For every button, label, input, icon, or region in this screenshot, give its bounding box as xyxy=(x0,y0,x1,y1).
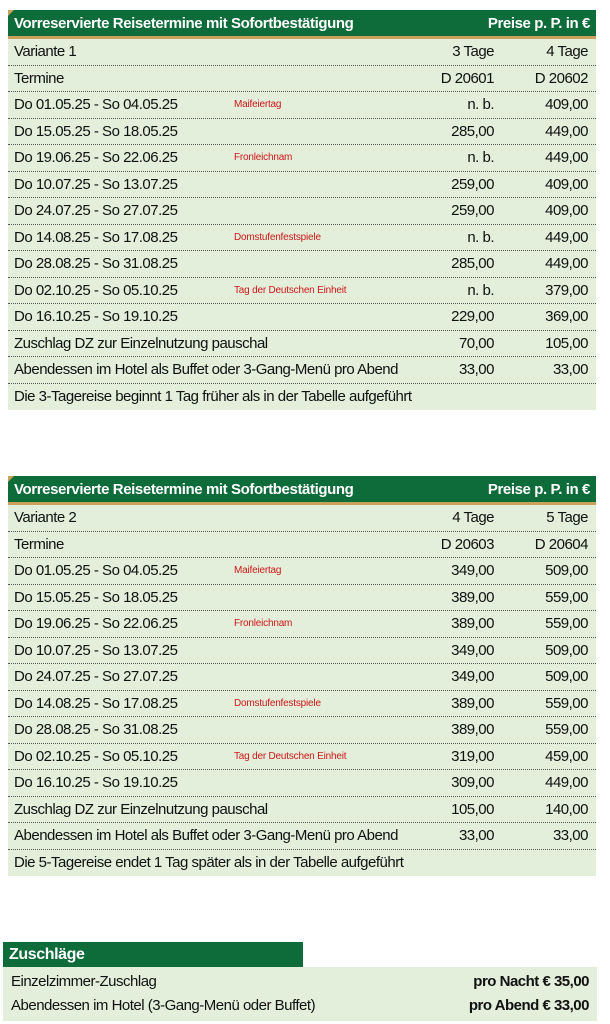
variant-label: Variante 1 xyxy=(14,43,77,61)
price-b: 559,00 xyxy=(545,615,588,633)
price-a: 309,00 xyxy=(451,774,494,792)
date-range: Do 24.07.25 - So 27.07.25 xyxy=(14,202,178,220)
date-range: Do 10.07.25 - So 13.07.25 xyxy=(14,641,178,659)
table-header-title: Vorreservierte Reisetermine mit Sofortbestätigung xyxy=(14,480,354,498)
date-note: Domstufenfestspiele xyxy=(234,697,321,709)
surcharge-value: pro Abend € 33,00 xyxy=(468,996,589,1014)
surcharge-row xyxy=(3,969,597,993)
surcharges-body xyxy=(3,967,597,1021)
price-b: 559,00 xyxy=(545,721,588,739)
price-table-variant-1 xyxy=(8,10,596,410)
surcharge-value: pro Nacht € 35,00 xyxy=(473,972,589,990)
extra-price-b: 105,00 xyxy=(545,334,588,352)
extra-price-b: 33,00 xyxy=(552,827,588,845)
surcharges-box xyxy=(3,942,597,1021)
date-row xyxy=(8,611,596,638)
price-b: 369,00 xyxy=(545,308,588,326)
date-row xyxy=(8,664,596,691)
price-a: 319,00 xyxy=(451,747,494,765)
date-row xyxy=(8,638,596,665)
surcharge-label: Einzelzimmer-Zuschlag xyxy=(11,972,157,990)
date-row xyxy=(8,119,596,146)
col-b-code: D 20602 xyxy=(534,69,588,87)
table-header xyxy=(8,476,596,505)
price-b: 509,00 xyxy=(545,562,588,580)
surcharges-title: Zuschläge xyxy=(3,942,303,967)
col-b-duration: 4 Tage xyxy=(546,43,588,61)
col-a-duration: 3 Tage xyxy=(452,43,494,61)
price-b: 449,00 xyxy=(545,122,588,140)
price-a: n. b. xyxy=(467,228,494,246)
footnote-row xyxy=(8,384,596,411)
price-a: n. b. xyxy=(467,281,494,299)
price-b: 379,00 xyxy=(545,281,588,299)
date-range: Do 02.10.25 - So 05.10.25 xyxy=(14,281,178,299)
date-row xyxy=(8,585,596,612)
extra-row xyxy=(8,823,596,850)
extra-label: Zuschlag DZ zur Einzelnutzung pauschal xyxy=(14,334,268,352)
price-a: 259,00 xyxy=(451,175,494,193)
price-a: 389,00 xyxy=(451,588,494,606)
extra-label: Abendessen im Hotel als Buffet oder 3-Gang-Menü pro Abend xyxy=(14,361,398,379)
price-a: 285,00 xyxy=(451,122,494,140)
date-note: Domstufenfestspiele xyxy=(234,231,321,243)
price-b: 509,00 xyxy=(545,641,588,659)
price-b: 449,00 xyxy=(545,149,588,167)
date-note: Fronleichnam xyxy=(234,152,293,164)
price-b: 559,00 xyxy=(545,694,588,712)
extra-price-b: 33,00 xyxy=(552,361,588,379)
date-row xyxy=(8,304,596,331)
price-b: 449,00 xyxy=(545,228,588,246)
date-range: Do 24.07.25 - So 27.07.25 xyxy=(14,668,178,686)
col-a-code: D 20601 xyxy=(440,69,494,87)
date-row xyxy=(8,198,596,225)
price-a: n. b. xyxy=(467,96,494,114)
date-row xyxy=(8,691,596,718)
extra-label: Zuschlag DZ zur Einzelnutzung pauschal xyxy=(14,800,268,818)
table-body xyxy=(8,505,596,876)
termine-row xyxy=(8,66,596,93)
date-range: Do 10.07.25 - So 13.07.25 xyxy=(14,175,178,193)
extra-price-a: 33,00 xyxy=(458,361,494,379)
date-row xyxy=(8,225,596,252)
extra-price-a: 70,00 xyxy=(458,334,494,352)
col-b-code: D 20604 xyxy=(534,535,588,553)
date-row xyxy=(8,251,596,278)
date-row xyxy=(8,744,596,771)
surcharge-label: Abendessen im Hotel (3-Gang-Menü oder Buffet) xyxy=(11,996,316,1014)
price-a: 349,00 xyxy=(451,668,494,686)
date-note: Maifeiertag xyxy=(234,565,282,577)
price-a: 389,00 xyxy=(451,721,494,739)
date-range: Do 28.08.25 - So 31.08.25 xyxy=(14,721,178,739)
date-row xyxy=(8,172,596,199)
table-header-price: Preise p. P. in € xyxy=(487,480,590,498)
extra-label: Abendessen im Hotel als Buffet oder 3-Gang-Menü pro Abend xyxy=(14,827,398,845)
date-range: Do 14.08.25 - So 17.08.25 xyxy=(14,228,178,246)
price-a: 285,00 xyxy=(451,255,494,273)
price-b: 559,00 xyxy=(545,588,588,606)
date-range: Do 28.08.25 - So 31.08.25 xyxy=(14,255,178,273)
date-row xyxy=(8,278,596,305)
date-row xyxy=(8,717,596,744)
price-b: 449,00 xyxy=(545,255,588,273)
table-header xyxy=(8,10,596,39)
extra-price-a: 33,00 xyxy=(458,827,494,845)
date-range: Do 01.05.25 - So 04.05.25 xyxy=(14,562,178,580)
extra-row xyxy=(8,357,596,384)
date-range: Do 15.05.25 - So 18.05.25 xyxy=(14,588,178,606)
date-range: Do 16.10.25 - So 19.10.25 xyxy=(14,774,178,792)
date-range: Do 01.05.25 - So 04.05.25 xyxy=(14,96,178,114)
date-row xyxy=(8,145,596,172)
variant-row xyxy=(8,505,596,532)
table-header-title: Vorreservierte Reisetermine mit Sofortbestätigung xyxy=(14,14,354,32)
termine-label: Termine xyxy=(14,69,64,87)
date-note: Tag der Deutschen Einheit xyxy=(234,750,347,762)
table-body xyxy=(8,39,596,410)
variant-label: Variante 2 xyxy=(14,509,77,527)
date-range: Do 19.06.25 - So 22.06.25 xyxy=(14,149,178,167)
date-range: Do 14.08.25 - So 17.08.25 xyxy=(14,694,178,712)
price-b: 459,00 xyxy=(545,747,588,765)
extra-row xyxy=(8,797,596,824)
date-row xyxy=(8,92,596,119)
table-header-price: Preise p. P. in € xyxy=(487,14,590,32)
col-b-duration: 5 Tage xyxy=(546,509,588,527)
date-range: Do 19.06.25 - So 22.06.25 xyxy=(14,615,178,633)
price-a: 349,00 xyxy=(451,562,494,580)
termine-row xyxy=(8,532,596,559)
date-range: Do 02.10.25 - So 05.10.25 xyxy=(14,747,178,765)
price-a: n. b. xyxy=(467,149,494,167)
col-a-code: D 20603 xyxy=(440,535,494,553)
date-row xyxy=(8,558,596,585)
date-range: Do 16.10.25 - So 19.10.25 xyxy=(14,308,178,326)
date-row xyxy=(8,770,596,797)
footnote: Die 3-Tagereise beginnt 1 Tag früher als in der Tabelle aufgeführt xyxy=(14,388,412,406)
col-a-duration: 4 Tage xyxy=(452,509,494,527)
footnote: Die 5-Tagereise endet 1 Tag später als in der Tabelle aufgeführt xyxy=(14,854,404,872)
date-note: Tag der Deutschen Einheit xyxy=(234,284,347,296)
price-a: 229,00 xyxy=(451,308,494,326)
price-b: 409,00 xyxy=(545,202,588,220)
footnote-row xyxy=(8,850,596,877)
price-b: 449,00 xyxy=(545,774,588,792)
price-a: 349,00 xyxy=(451,641,494,659)
date-note: Fronleichnam xyxy=(234,618,293,630)
surcharge-row xyxy=(3,993,597,1017)
price-a: 259,00 xyxy=(451,202,494,220)
termine-label: Termine xyxy=(14,535,64,553)
price-b: 409,00 xyxy=(545,96,588,114)
price-a: 389,00 xyxy=(451,694,494,712)
extra-price-a: 105,00 xyxy=(451,800,494,818)
price-a: 389,00 xyxy=(451,615,494,633)
price-b: 509,00 xyxy=(545,668,588,686)
extra-price-b: 140,00 xyxy=(545,800,588,818)
date-note: Maifeiertag xyxy=(234,99,282,111)
date-range: Do 15.05.25 - So 18.05.25 xyxy=(14,122,178,140)
extra-row xyxy=(8,331,596,358)
price-table-variant-2 xyxy=(8,476,596,876)
price-b: 409,00 xyxy=(545,175,588,193)
variant-row xyxy=(8,39,596,66)
